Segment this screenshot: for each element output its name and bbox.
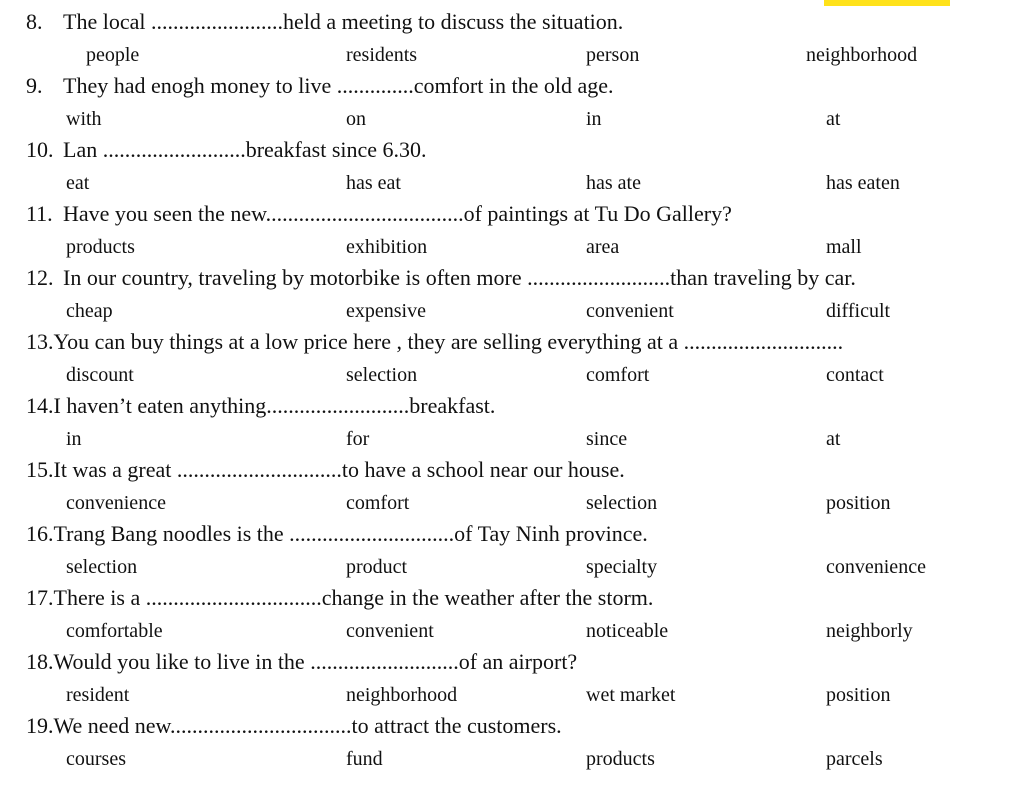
option-c: in xyxy=(586,108,602,130)
option-b: product xyxy=(346,556,408,578)
question-10 xyxy=(26,137,427,163)
option-a: eat xyxy=(66,172,90,194)
question-number: 8. xyxy=(26,9,43,34)
question-number: 10. xyxy=(26,137,54,162)
question-number: 14. xyxy=(26,393,54,418)
question-12 xyxy=(26,265,856,291)
question-16 xyxy=(26,521,648,547)
option-a: products xyxy=(66,236,135,258)
option-b: comfort xyxy=(346,492,410,514)
option-b: exhibition xyxy=(346,236,428,258)
option-b: neighborhood xyxy=(346,684,458,706)
question-number: 12. xyxy=(26,265,54,290)
question-number: 16. xyxy=(26,521,54,546)
question-15 xyxy=(26,457,625,483)
option-d: position xyxy=(826,492,891,514)
option-c: comfort xyxy=(586,364,650,386)
option-a: cheap xyxy=(66,300,113,322)
question-text: Trang Bang noodles is the ..............................of Tay Ninh province. xyxy=(53,521,648,546)
option-d: contact xyxy=(826,364,884,386)
question-number: 17. xyxy=(26,585,54,610)
option-c: person xyxy=(586,44,640,66)
option-d: neighborhood xyxy=(806,44,918,66)
option-a: people xyxy=(86,44,140,66)
question-17 xyxy=(26,585,653,611)
option-d: at xyxy=(826,428,841,450)
option-c: wet market xyxy=(586,684,676,706)
option-c: selection xyxy=(586,492,658,514)
option-a: courses xyxy=(66,748,126,770)
option-b: expensive xyxy=(346,300,426,322)
option-d: has eaten xyxy=(826,172,900,194)
option-a: comfortable xyxy=(66,620,163,642)
option-a: with xyxy=(66,108,102,130)
option-d: neighborly xyxy=(826,620,913,642)
question-text: We need new.................................to attract the customers. xyxy=(53,713,562,738)
question-number: 15. xyxy=(26,457,54,482)
option-a: discount xyxy=(66,364,134,386)
question-13 xyxy=(26,329,843,355)
question-8 xyxy=(26,9,623,35)
question-text: The local ........................held a meeting to discuss the situation. xyxy=(63,9,624,34)
question-text: In our country, traveling by motorbike is often more ..........................than traveling by car. xyxy=(63,265,856,290)
question-number: 11. xyxy=(26,201,53,226)
option-c: since xyxy=(586,428,628,450)
question-number: 13. xyxy=(26,329,54,354)
question-text: It was a great ..............................to have a school near our house. xyxy=(53,457,625,482)
option-c: has ate xyxy=(586,172,641,194)
option-c: convenient xyxy=(586,300,674,322)
option-b: fund xyxy=(346,748,383,770)
option-c: products xyxy=(586,748,655,770)
option-d: mall xyxy=(826,236,862,258)
question-text: You can buy things at a low price here , they are selling everything at a ............................. xyxy=(53,329,844,354)
question-number: 19. xyxy=(26,713,54,738)
option-b: for xyxy=(346,428,370,450)
option-c: specialty xyxy=(586,556,658,578)
option-d: at xyxy=(826,108,841,130)
question-text: There is a ................................change in the weather after the storm. xyxy=(53,585,654,610)
option-c: noticeable xyxy=(586,620,669,642)
question-text: Would you like to live in the ...........................of an airport? xyxy=(53,649,578,674)
question-number: 9. xyxy=(26,73,43,98)
option-a: in xyxy=(66,428,82,450)
question-9 xyxy=(26,73,613,99)
option-d: convenience xyxy=(826,556,926,578)
option-a: convenience xyxy=(66,492,166,514)
option-b: residents xyxy=(346,44,418,66)
option-b: on xyxy=(346,108,366,130)
option-a: selection xyxy=(66,556,138,578)
question-text: They had enogh money to live ..............comfort in the old age. xyxy=(63,73,614,98)
question-text: Lan ..........................breakfast since 6.30. xyxy=(63,137,427,162)
question-text: Have you seen the new....................................of paintings at Tu Do Gallery? xyxy=(63,201,732,226)
option-c: area xyxy=(586,236,620,258)
option-b: convenient xyxy=(346,620,434,642)
question-14 xyxy=(26,393,495,419)
option-d: parcels xyxy=(826,748,883,770)
option-b: has eat xyxy=(346,172,401,194)
option-d: position xyxy=(826,684,891,706)
question-number: 18. xyxy=(26,649,54,674)
option-b: selection xyxy=(346,364,418,386)
option-a: resident xyxy=(66,684,130,706)
question-18 xyxy=(26,649,577,675)
question-19 xyxy=(26,713,562,739)
question-text: I haven’t eaten anything..........................breakfast. xyxy=(53,393,496,418)
question-11 xyxy=(26,201,732,227)
option-d: difficult xyxy=(826,300,891,322)
